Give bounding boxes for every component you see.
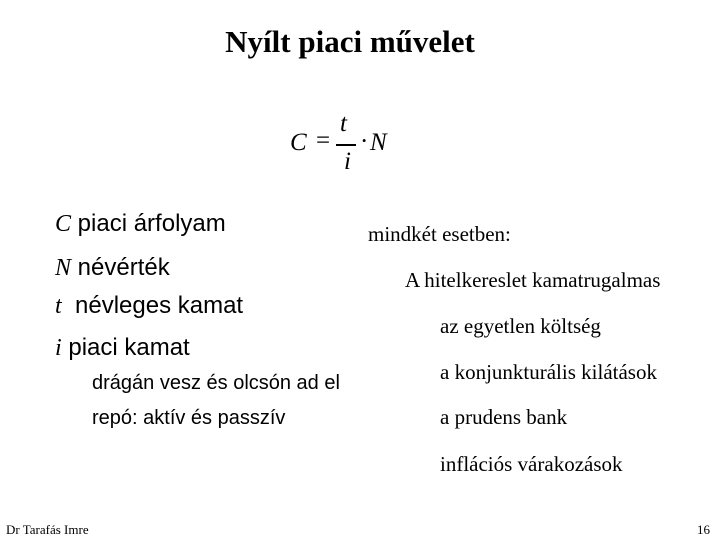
right-item: a prudens bank bbox=[440, 405, 568, 429]
definition-text: piaci kamat bbox=[61, 334, 190, 361]
price-formula bbox=[290, 110, 410, 184]
definition-t bbox=[55, 292, 243, 320]
definition-c bbox=[55, 210, 226, 238]
definition-text: piaci árfolyam bbox=[71, 210, 226, 237]
right-item: a konjunkturális kilátások bbox=[440, 360, 657, 384]
right-item: A hitelkereslet kamatrugalmas bbox=[405, 268, 661, 292]
fraction-bar bbox=[336, 144, 356, 146]
slide-title: Nyílt piaci művelet bbox=[225, 24, 475, 59]
note-line: repó: aktív és passzív bbox=[92, 407, 286, 429]
formula-lhs: C bbox=[290, 129, 307, 156]
note-line: drágán vesz és olcsón ad el bbox=[92, 372, 340, 394]
definition-text: névleges kamat bbox=[61, 292, 244, 319]
formula-numerator: t bbox=[340, 110, 347, 137]
footer-author: Dr Tarafás Imre bbox=[6, 522, 89, 537]
definition-var: i bbox=[55, 335, 62, 361]
definition-var: N bbox=[55, 255, 72, 281]
definition-var: C bbox=[55, 211, 72, 237]
page-number: 16 bbox=[697, 522, 710, 537]
formula-denominator: i bbox=[344, 148, 351, 175]
formula-equals: = bbox=[316, 127, 331, 154]
definition-n bbox=[55, 254, 170, 282]
definition-var: t bbox=[55, 293, 62, 319]
right-item: az egyetlen költség bbox=[440, 314, 601, 338]
formula-multiply: · bbox=[360, 128, 369, 155]
definition-text: névérték bbox=[71, 254, 170, 281]
definition-i bbox=[55, 334, 190, 362]
formula-rhs: N bbox=[370, 129, 387, 156]
right-item: inflációs várakozások bbox=[440, 452, 623, 476]
right-heading: mindkét esetben: bbox=[368, 222, 511, 246]
